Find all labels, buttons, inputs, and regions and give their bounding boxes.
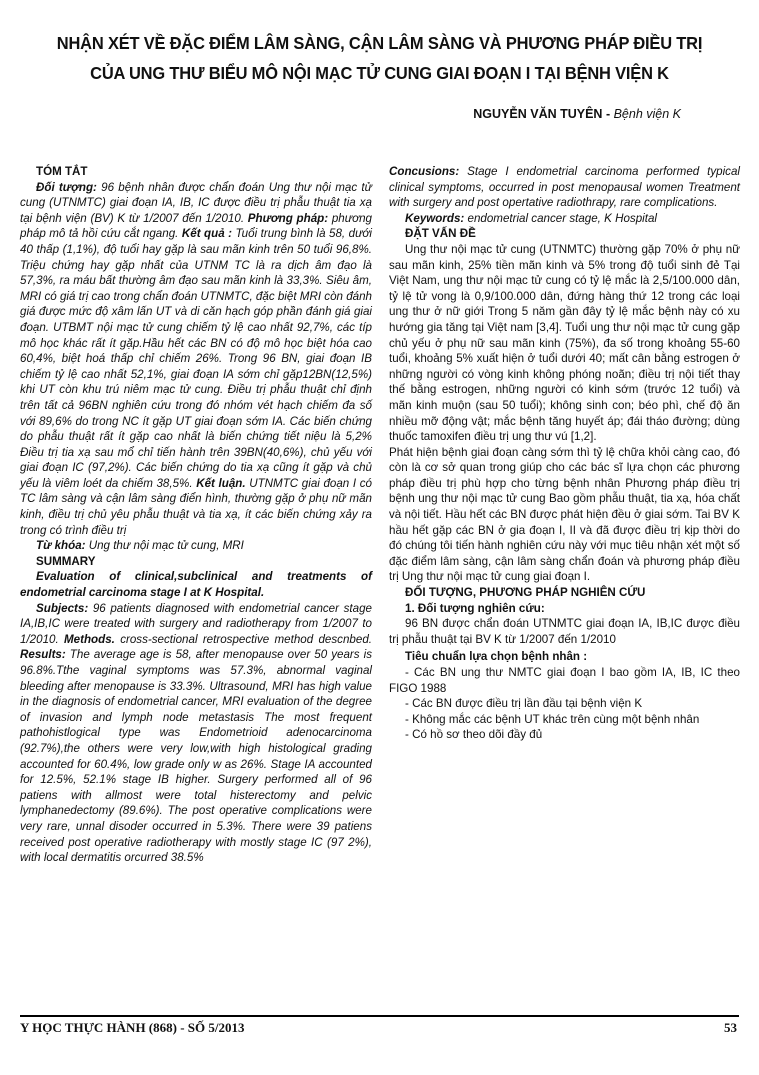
datvande-heading: ĐẶT VẤN ĐỀ [405,227,476,241]
tomtat-paragraph [20,180,372,539]
journal-footer: Y HỌC THỰC HÀNH (868) - SỐ 5/2013 [20,1020,245,1035]
author-name: NGUYỄN VĂN TUYÊN [473,107,603,121]
datvande-paragraph-1: Ung thư nội mạc tử cung (UTNMTC) thường gặp 70% ở phụ nữ sau mãn kinh, 25% tiền mãn kinh và 5% trong độ tuổi sinh đẻ Tại Việt Nam, ung thư nội mạc tử cung có tỷ lệ mắc là 2,5/100.000 dân, tỷ lệ tử vong là 0,9/100.000 dân, đứng hàng thứ 12 trong các loại ung thư ở nữ giới Trong 5 năm gần đây tỷ lệ mắc bệnh này có xu hướng gia tăng tại Việt nam [3,4]. Tuổi ung thư nội mạc tử cung gặp chủ yếu ở phụ nữ sau mãn kinh (75%), đa số trong khoảng 55-60 tuổi, khoảng 5% xuất hiện ở tuổi dưới 40; mất cân bằng estrogen ở những người có vòng kinh không phóng noãn; điều trị nội tiết thay thế bằng estrogen, những người có kinh sớm (trước 12 tuổi) và mãn kinh muộn (sau 50 tuổi); không sinh con; béo phì, chế độ ăn nhiều mỡ động vật; mắc bệnh tăng huyết áp; đái tháo đường; dùng thuốc tamoxifen điều trị ung thư vú [1,2]. [389,242,740,444]
text-tukhoa: Ung thư nội mạc tử cung, MRI [85,539,244,553]
text-doituong: 96 bệnh nhân được chẩn đoán Ung thư nội mạc tử cung (UTNMTC) giai đoạn IA, IB, IC được điều trị phẫu thuật tia xạ tại bệnh viện (BV) K từ 1/2007 đến 1/2010. [20,180,372,225]
label-phuongphap: Phương pháp: [247,211,329,225]
text-results: The average age is 58, after menopause over 50 years is 96.8%.Tthe vaginal symptoms was 57.3%, abnormal vaginal bleeding after menopause is 33.3%. Ultrasound, MRI has high value in the diagnosis of endometrial cancer, MRI evaluation of the degree of invasion and lymph node metastasis The most frequent pathohistlogical type was Endometrioid adenocarcinoma (92.7%),the others were very low,with high histological grading accounted for 60.4%, low grade only w as 26%. Stage IA accounted for 12.5%, 52.1% stage IB higher. Surgery performed all of 96 patiens with allmost were total histerectomy and pelvic lymphanedectomy (89.6%). The post operative complications were very rare, unnal disoder occurred in 5.3%. There were 39 patiens received post operative radiotherapy with mostly stage IC (97 2%), with local dermatitis orcurred 38.5% [20,648,372,865]
label-conclusions: Concusions: [389,165,460,178]
text-ketqua: Tuổi trung bình là 58, dưới 40 thấp (1,1%), độ tuổi hay gặp là sau mãn kinh trên 50 tuổi 96,8%. Triệu chứng hay gặp nhất của UTNM TC là ra dịch âm đạo là 57,3%, ra máu bất thường âm đạo sau mãn kinh là 33,3%. Siêu âm, MRI có giá trị cao trong chẩn đoán UTNMTC, đặc biệt MRI còn đánh giá được mức độ xâm lấn UT và di căn hạch góp phần đánh giá giai đoạn. UTBMT nội mạc tử cung chiếm tỷ lệ cao nhất 92,7%, các típ mô học khác rất ít gặp.Hầu hết các BN có độ mô học biệt hóa cao 60,4%, biệt hoá thấp chỉ chiếm 26%. Trong 96 BN, giai đoạn IB chiếm tỷ lệ cao nhất 52,1%, giai đoạn IA sớm chỉ gặp12BN(12,5%) khi UT còn khu trú niêm mạc tử cung. Điều trị phẫu thuật chỉ định trên tất cả 96BN nghiên cứu trong đó nhóm vét hạch chiếm đa số với 89,6% do trong NC ít gặp UT giai đoạn sớm IA. Các biến chứng do phẫu thuật rất ít gặp cao nhất là biến chứng tiết niệu là 5,2% Điều trị tia xạ sau mổ chỉ tiến hành trên 39BN(40,6%), chủ yếu với giai đoạn IC (97,2%). Các biến chứng do tia xạ cũng ít gặp và chủ yếu là viêm loét da chiếm 38,5%. [20,227,373,490]
subheading-doituong: 1. Đối tượng nghiên cứu: [405,601,545,615]
criteria-item-1: - Các BN ung thư NMTC giai đoạn I bao gồm IA, IB, IC theo FIGO 1988 [389,666,740,695]
summary-paragraph [20,601,372,866]
text-keywords: endometrial cancer stage, K Hospital [464,211,657,225]
title-line-2: CỦA UNG THƯ BIỂU MÔ NỘI MẠC TỬ CUNG GIAI ĐOẠN I TẠI BỆNH VIỆN K [90,63,669,83]
methods-heading: ĐỐI TƯỢNG, PHƯƠNG PHÁP NGHIÊN CỨU [405,586,646,600]
criteria-item-4: - Có hồ sơ theo dõi đầy đủ [405,728,543,742]
subheading-tieuchuan: Tiêu chuẩn lựa chọn bệnh nhân : [405,650,588,664]
criteria-item-2: - Các BN được điều trị lần đầu tại bệnh viện K [405,697,643,711]
tukhoa-line [20,538,372,554]
label-methods: Methods. [64,632,115,646]
author-affiliation: Bệnh viện K [613,107,681,121]
label-doituong: Đối tượng: [36,180,97,194]
text-subjects: 96 patients diagnosed with endometrial cancer stage IA,IB,IC were treated with surgery and radiotherapy from 1/2007 to 1/2010. [20,601,372,646]
text-methods: cross-sectional retrospective method descnbed. [114,632,372,646]
text-conclusions: Stage I endometrial carcinoma performed typical clinical symptoms, occurred in post menopausal women Treatment with surgery and post opertative radiothrapy, rare complications. [389,165,740,210]
doituong-paragraph: 96 BN được chẩn đoán UTNMTC giai đoạn IA, IB,IC được điều trị phẫu thuật tại BV K từ 1/2007 đến 1/2010 [389,617,740,646]
summary-heading: SUMMARY [36,554,96,568]
summary-conclusions [389,164,740,211]
criteria-item-3: - Không mắc các bệnh UT khác trên cùng một bệnh nhân [405,712,700,726]
text-ketluan: UTNMTC giai đoạn I có TC lâm sàng và cận lâm sàng điển hình, thường gặp ở phụ nữ mãn kinh, điều trị chủ yêu phẫu thuật và tia xạ, ít các biến chứng xảy ra trong có trình điều trị [20,476,372,537]
label-results: Results: [20,648,66,662]
datvande-paragraph-2: Phát hiện bệnh giai đoạn càng sớm thì tỷ lệ chữa khỏi càng cao, đó còn là cơ sở quan trong giúp cho các bác sĩ lựa chọn các phương pháp điều trị phù hợp cho từng bệnh nhân Phương pháp điều trị bệnh ung thư nội mạc tử cung Bao gồm phẫu thuật, tia xạ, hóa chất và nội tiết. Hầu hết các BN được phát hiện đều ở giai sớm. Tai BV K hầu hết gặp các BN ở gia đoạn I, II và đã được điều trị kịp thời do đó chúng tôi tiến hành nghiên cứu này với mục tiêu nhận xét một số đặc điểm lâm sàng, cận lâm sàng chẩn đoán và phương pháp điều trị Ung thư nội mạc tử cung giai đoạn I. [389,445,740,584]
keywords-line [389,211,740,227]
author-line: NGUYỄN VĂN TUYÊN - Bệnh viện K [473,107,681,121]
label-keywords: Keywords: [405,211,465,225]
text-phuongphap: phương pháp mô tả hồi cứu cắt ngang. [20,211,372,241]
label-ketluan: Kết luận. [196,476,246,490]
label-tukhoa: Từ khóa: [36,539,86,553]
right-column [389,164,740,743]
page-number: 53 [724,1020,737,1035]
tomtat-heading: TÓM TẮT [36,165,88,178]
left-column [20,164,372,866]
footer-rule [20,1015,739,1017]
label-ketqua: Kết quả : [181,227,232,241]
label-subjects: Subjects: [36,601,89,615]
summary-title: Evaluation of clinical,subclinical and treatments of endometrial carcinoma stage I at K Hospital. [20,570,372,600]
title-line-1: NHẬN XÉT VỀ ĐẶC ĐIỂM LÂM SÀNG, CẬN LÂM SÀNG VÀ PHƯƠNG PHÁP ĐIỀU TRỊ [56,33,703,53]
